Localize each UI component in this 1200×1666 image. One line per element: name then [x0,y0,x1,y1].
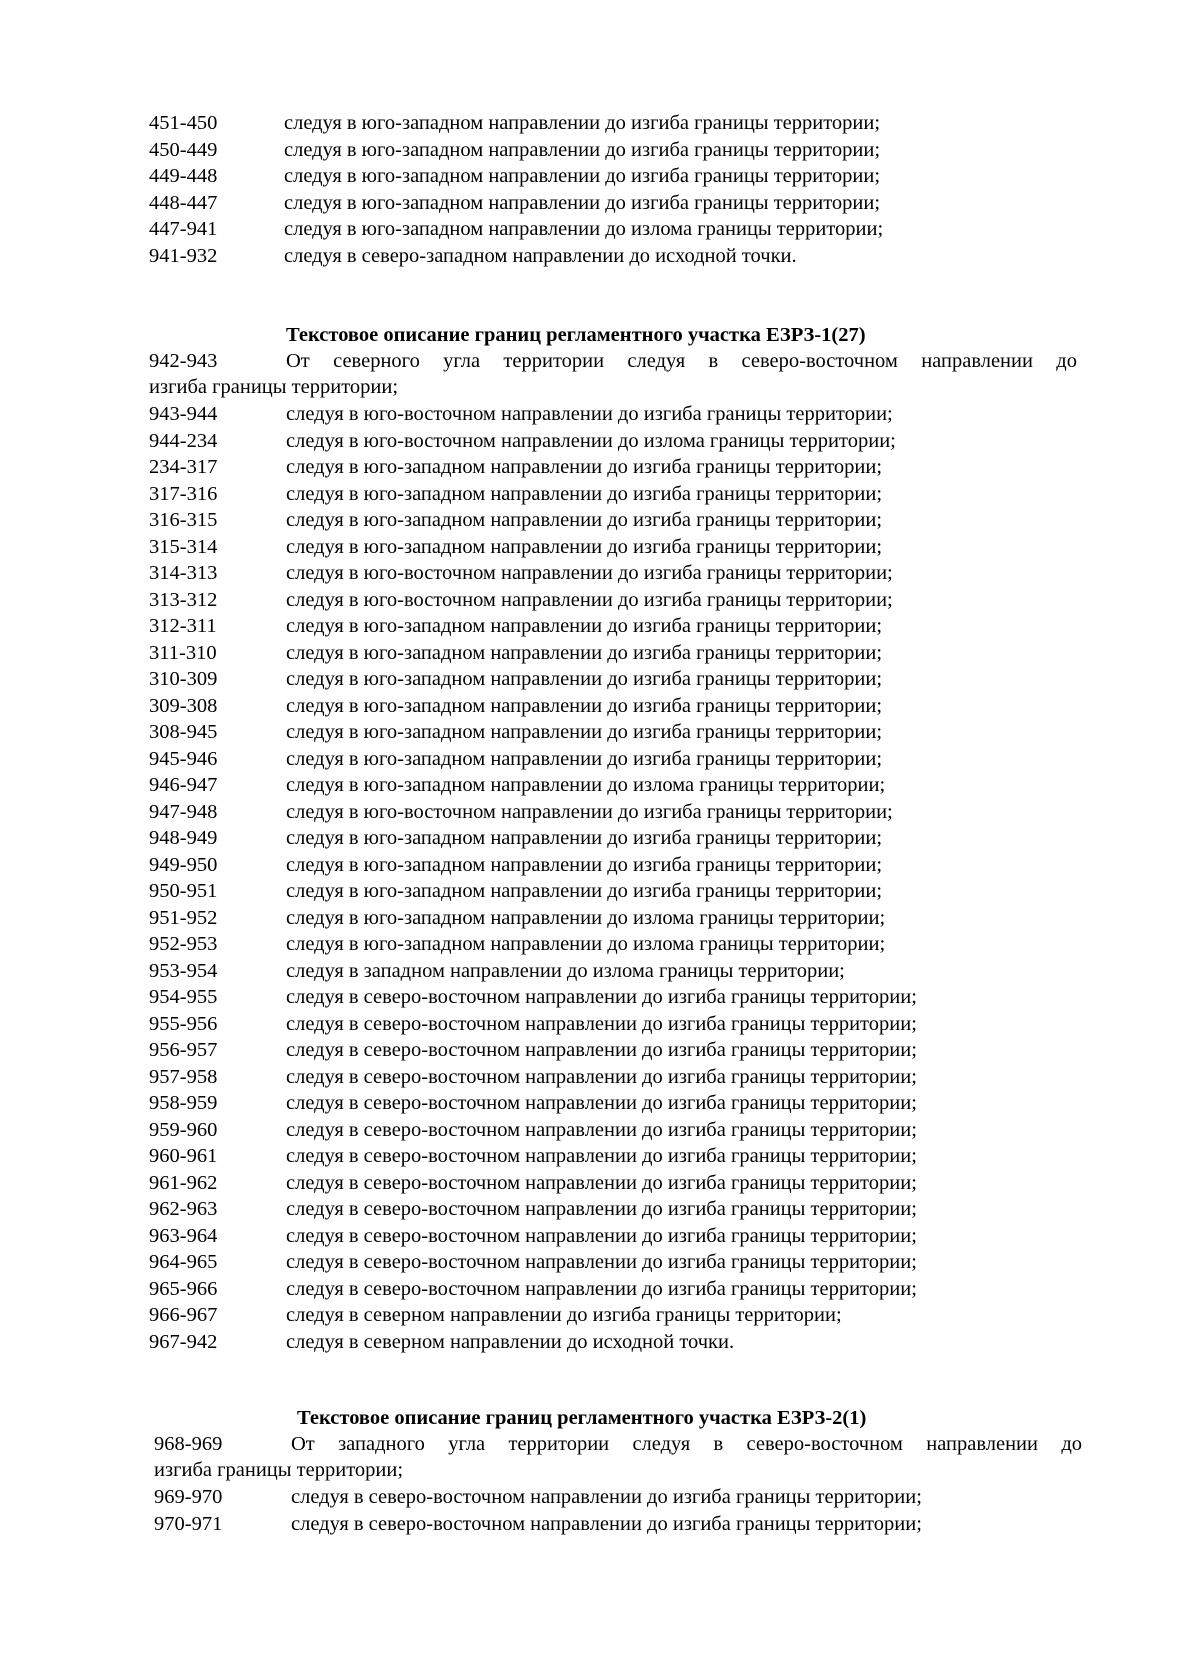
boundary-first-line [154,1431,1082,1457]
segment-number: 234-317 [149,456,218,478]
segment-description: следуя в северо-восточном направлении до изгиба границы территории; [291,1486,922,1508]
segment-number: 314-313 [149,562,218,584]
segment-number: 951-952 [149,906,218,929]
segment-description: следуя в северо-восточном направлении до изгиба границы территории; [286,1171,917,1194]
segment-number: 311-310 [149,641,217,664]
segment-description: следуя в юго-западном направлении до изгиба границы территории; [284,138,881,161]
segment-description: следуя в юго-западном направлении до изгиба границы территории; [286,880,883,902]
segment-number: 313-312 [149,588,218,611]
segment-description: следуя в северо-восточном направлении до изгиба границы территории; [286,1065,917,1088]
segment-number: 966-967 [149,1304,218,1326]
segment-number: 947-948 [149,800,218,823]
segment-number: 308-945 [149,721,218,743]
segment-number: 317-316 [149,482,218,505]
segment-description: следуя в юго-западном направлении до изгиба границы территории; [286,615,883,637]
segment-description: следуя в северо-западном направлении до исходной точки. [284,244,797,267]
segment-number: 941-932 [149,244,218,267]
segment-description: следуя в юго-восточном направлении до изгиба границы территории; [286,800,893,823]
segment-description: От западного угла территории следуя в северо-восточном направлении до [291,1433,1082,1455]
segment-description: следуя в юго-западном направлении до изгиба границы территории; [286,482,883,505]
segment-description: следуя в юго-западном направлении до изгиба границы территории; [286,509,883,531]
segment-number: 946-947 [149,774,218,796]
segment-description: следуя в юго-западном направлении до изгиба границы территории; [284,165,881,187]
segment-number: 950-951 [149,880,218,902]
segment-number: 968-969 [154,1433,223,1455]
segment-number: 316-315 [149,509,218,531]
segment-number: 953-954 [149,959,218,982]
segment-description: следуя в юго-восточном направлении до изгиба границы территории; [286,562,893,584]
segment-number: 957-958 [149,1065,218,1088]
segment-description: следуя в северном направлении до исходной точки. [286,1330,735,1353]
segment-number: 955-956 [149,1012,218,1035]
segment-description: следуя в юго-западном направлении до изгиба границы территории; [286,668,883,690]
segment-description: следуя в юго-восточном направлении до излома границы территории; [286,429,896,452]
segment-number: 954-955 [149,986,218,1008]
segment-description: следуя в северо-восточном направлении до изгиба границы территории; [286,1251,917,1273]
segment-number: 949-950 [149,853,218,876]
segment-description: следуя в северо-восточном направлении до изгиба границы территории; [286,1012,917,1035]
segment-number: 448-447 [149,191,218,214]
segment-description: следуя в северо-восточном направлении до изгиба границы территории; [286,1145,917,1167]
segment-description: следуя в юго-западном направлении до изгиба границы территории; [286,694,883,717]
segment-description: следуя в юго-восточном направлении до изгиба границы территории; [286,588,893,611]
segment-number: 963-964 [149,1224,218,1247]
boundary-first-line [149,348,1077,374]
segment-description: следуя в юго-западном направлении до изгиба границы территории; [286,456,883,478]
segment-description: следуя в северо-восточном направлении до изгиба границы территории; [286,986,917,1008]
segment-number: 959-960 [149,1118,218,1141]
section-heading-ezrz-1-27: Текстовое описание границ регламентного участка ЕЗРЗ-1(27) [286,324,866,346]
segment-number: 309-308 [149,694,218,717]
segment-description: следуя в северо-восточном направлении до изгиба границы территории; [286,1277,917,1300]
segment-number: 965-966 [149,1277,218,1300]
segment-number: 958-959 [149,1092,218,1114]
segment-description: следуя в северном направлении до изгиба границы территории; [286,1304,842,1326]
segment-description: следуя в юго-западном направлении до изгиба границы территории; [286,641,883,664]
segment-description: следуя в юго-западном направлении до изгиба границы территории; [286,853,883,876]
segment-number: 962-963 [149,1198,218,1220]
segment-number: 447-941 [149,218,218,240]
segment-description: следуя в юго-западном направлении до излома границы территории; [286,933,886,955]
segment-description: следуя в юго-западном направлении до изгиба границы территории; [286,747,883,770]
segment-number: 952-953 [149,933,218,955]
segment-description: следуя в северо-восточном направлении до изгиба границы территории; [286,1118,917,1141]
segment-number: 315-314 [149,535,218,558]
segment-description-continuation: изгиба границы территории; [154,1459,404,1481]
segment-number: 943-944 [149,403,218,425]
segment-number: 970-971 [154,1512,223,1535]
segment-description-continuation: изгиба границы территории; [149,376,399,398]
segment-description: следуя в юго-западном направлении до излома границы территории; [284,218,884,240]
segment-number: 961-962 [149,1171,218,1194]
segment-number: 942-943 [149,350,218,372]
segment-description: следуя в юго-западном направлении до изгиба границы территории; [284,191,881,214]
segment-description: следуя в северо-восточном направлении до изгиба границы территории; [286,1092,917,1114]
segment-description: следуя в юго-западном направлении до изгиба границы территории; [284,112,881,134]
segment-number: 948-949 [149,827,218,849]
segment-description: следуя в юго-восточном направлении до изгиба границы территории; [286,403,893,425]
segment-number: 967-942 [149,1330,218,1353]
segment-description: следуя в юго-западном направлении до излома границы территории; [286,906,886,929]
segment-number: 956-957 [149,1039,218,1061]
segment-number: 945-946 [149,747,218,770]
segment-number: 451-450 [149,112,218,134]
segment-number: 969-970 [154,1486,223,1508]
segment-description: следуя в юго-западном направлении до излома границы территории; [286,774,886,796]
segment-description: следуя в северо-восточном направлении до изгиба границы территории; [291,1512,922,1535]
segment-number: 450-449 [149,138,218,161]
segment-description: следуя в западном направлении до излома границы территории; [286,959,845,982]
segment-number: 310-309 [149,668,218,690]
segment-number: 960-961 [149,1145,218,1167]
segment-number: 312-311 [149,615,217,637]
segment-number: 944-234 [149,429,218,452]
segment-description: следуя в северо-восточном направлении до изгиба границы территории; [286,1198,917,1220]
segment-number: 449-448 [149,165,218,187]
segment-description: следуя в северо-восточном направлении до изгиба границы территории; [286,1224,917,1247]
segment-description: следуя в юго-западном направлении до изгиба границы территории; [286,535,883,558]
segment-number: 964-965 [149,1251,218,1273]
segment-description: От северного угла территории следуя в северо-восточном направлении до [286,350,1077,372]
section-heading-ezrz-2-1: Текстовое описание границ регламентного участка ЕЗРЗ-2(1) [297,1407,867,1429]
segment-description: следуя в северо-восточном направлении до изгиба границы территории; [286,1039,917,1061]
segment-description: следуя в юго-западном направлении до изгиба границы территории; [286,721,883,743]
segment-description: следуя в юго-западном направлении до изгиба границы территории; [286,827,883,849]
